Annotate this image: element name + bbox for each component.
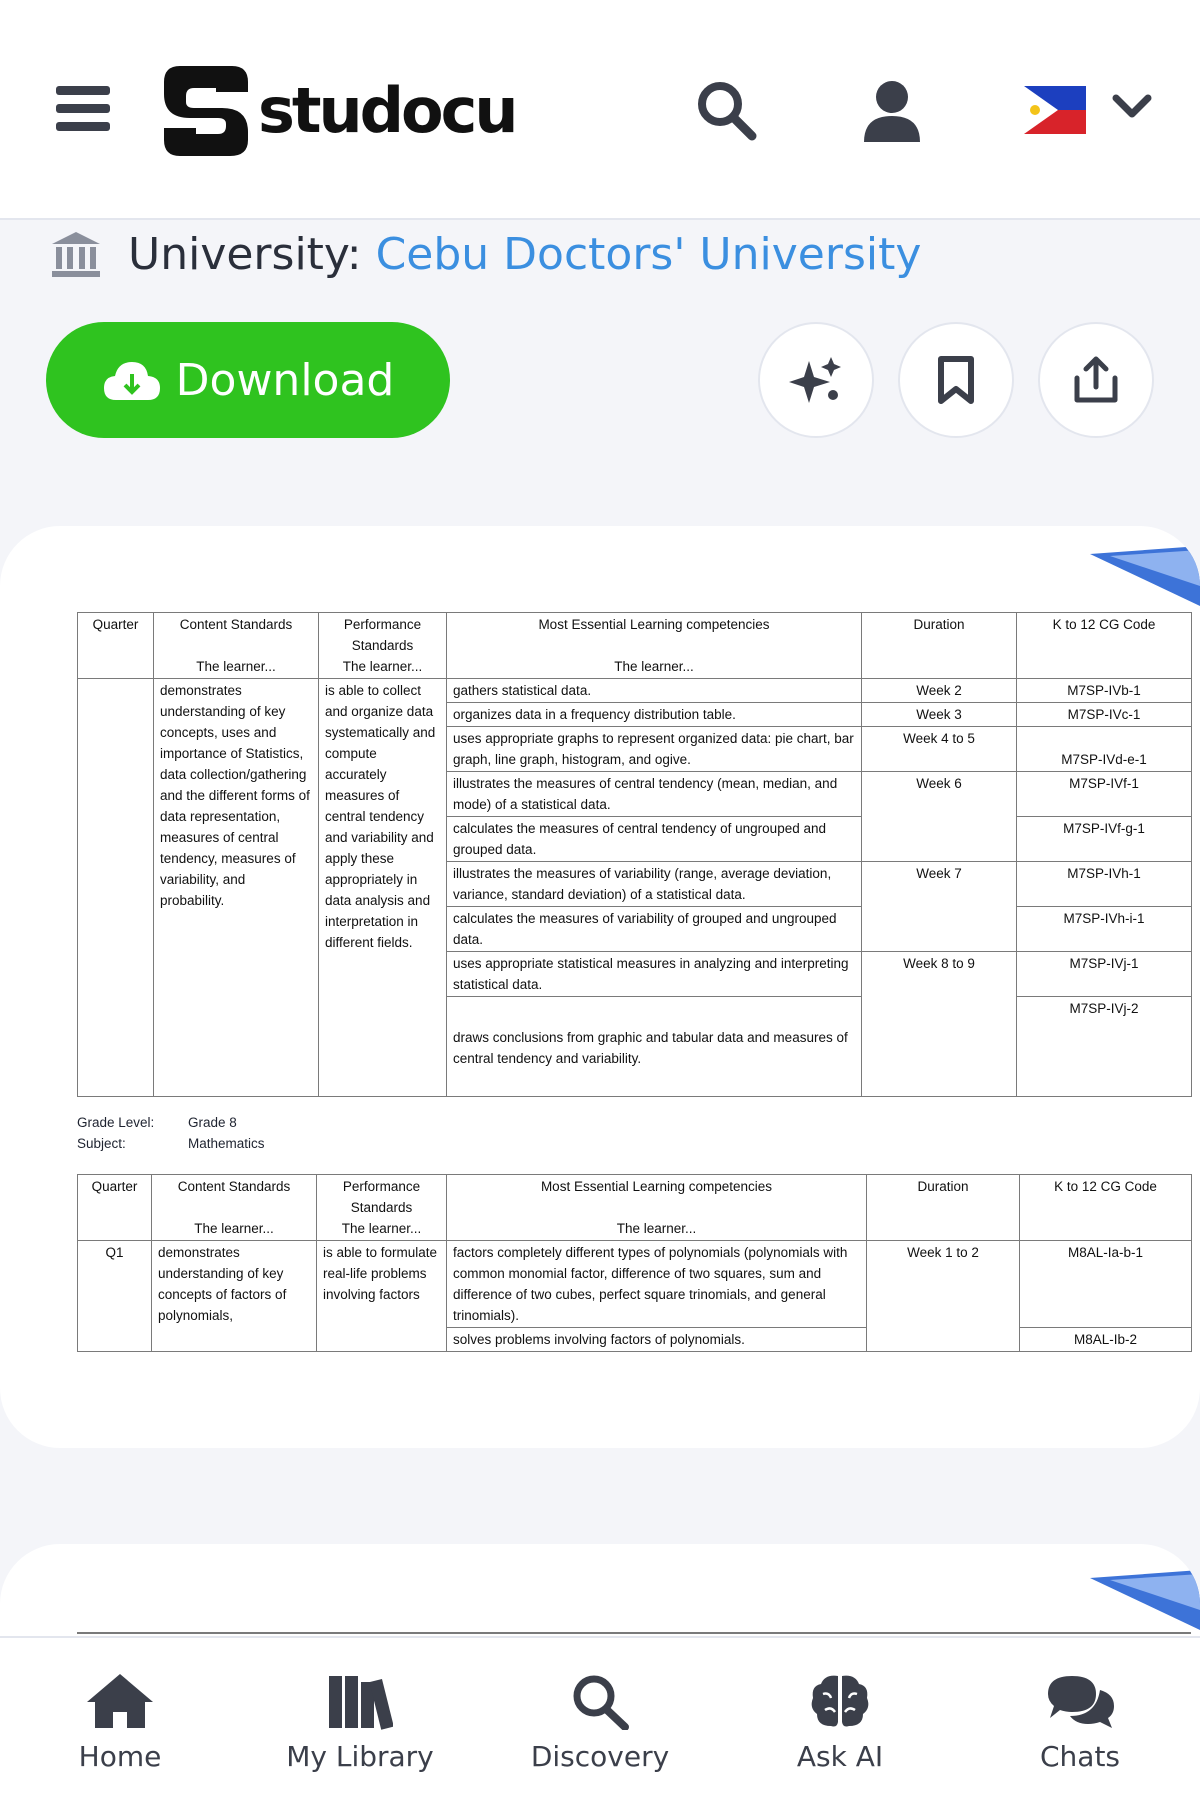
duration-cell: Week 1 to 2: [867, 1241, 1020, 1352]
header-competencies-sub: The learner...: [614, 659, 694, 674]
competency-cell: calculates the measures of central tendency of ungrouped and grouped data.: [447, 817, 862, 862]
nav-chats-label: Chats: [1039, 1740, 1121, 1773]
header-content-standards: [154, 613, 319, 679]
header-performance-label: Performance Standards: [342, 1179, 421, 1215]
nav-home[interactable]: [0, 1638, 240, 1811]
competency-cell: factors completely different types of polynomials (polynomials with common monomial factor, difference of two squares, sum and difference of two cubes, perfect square trinomials, and general trinomials).: [447, 1241, 867, 1328]
competency-cell: solves problems involving factors of polynomials.: [447, 1328, 867, 1352]
chevron-down-icon[interactable]: [1112, 92, 1152, 126]
quarter-cell: [78, 679, 154, 1097]
header-quarter: Quarter: [78, 613, 154, 679]
philippines-flag-icon[interactable]: [1024, 86, 1086, 134]
search-icon: [569, 1672, 631, 1730]
grade-level-value: Grade 8: [188, 1115, 237, 1130]
competency-cell: gathers statistical data.: [447, 679, 862, 703]
page-corner-decoration: [1080, 546, 1200, 606]
duration-cell: Week 6: [862, 772, 1017, 862]
header-performance-sub: The learner...: [341, 1221, 422, 1236]
header-competencies: [447, 1175, 867, 1241]
competency-table-grade8: [77, 1174, 1192, 1352]
chat-icon: [1044, 1672, 1116, 1730]
subject-value: Mathematics: [188, 1136, 265, 1151]
search-icon[interactable]: [694, 78, 758, 146]
header-duration: Duration: [862, 613, 1017, 679]
competency-cell: organizes data in a frequency distribution table.: [447, 703, 862, 727]
grade-subject-meta: [77, 1112, 265, 1154]
competency-cell: uses appropriate graphs to represent organized data: pie chart, bar graph, line graph, histogram, and ogive.: [447, 727, 862, 772]
header-performance-label: Performance Standards: [343, 617, 422, 653]
duration-cell: Week 7: [862, 862, 1017, 952]
code-cell: M7SP-IVh-1: [1017, 862, 1192, 907]
share-icon: [1072, 354, 1120, 406]
code-cell: M7SP-IVj-2: [1017, 997, 1192, 1097]
bottom-navigation: [0, 1636, 1200, 1811]
university-label: University:: [128, 228, 362, 280]
library-icon: [327, 1672, 393, 1730]
nav-my-library[interactable]: [240, 1638, 480, 1811]
code-cell: M8AL-Ib-2: [1020, 1328, 1192, 1352]
header-code: K to 12 CG Code: [1020, 1175, 1192, 1241]
header-content-sub: The learner...: [194, 1221, 274, 1236]
header-competencies-sub: The learner...: [616, 1221, 697, 1236]
header-competencies-label: Most Essential Learning competencies: [538, 617, 770, 632]
nav-chats[interactable]: [960, 1638, 1200, 1811]
studocu-logo-mark-icon: [160, 62, 252, 158]
header-content-label: Content Standards: [179, 617, 293, 632]
code-cell: M7SP-IVj-1: [1017, 952, 1192, 997]
nav-ask-ai[interactable]: [720, 1638, 960, 1811]
code-cell: M7SP-IVc-1: [1017, 703, 1192, 727]
menu-icon[interactable]: [56, 86, 110, 134]
header-performance-standards: [317, 1175, 447, 1241]
duration-cell: Week 8 to 9: [862, 952, 1017, 1097]
code-cell: M7SP-IVd-e-1: [1017, 727, 1192, 772]
competency-cell: calculates the measures of variability of grouped and ungrouped data.: [447, 907, 862, 952]
content-standard-cell: demonstrates understanding of key concepts of factors of polynomials,: [152, 1241, 317, 1352]
subject-label: Subject:: [77, 1136, 126, 1151]
competency-cell: illustrates the measures of central tendency (mean, median, and mode) of a statistical data.: [447, 772, 862, 817]
ai-sparkle-button[interactable]: [758, 322, 874, 438]
grade-level-label: Grade Level:: [77, 1115, 155, 1130]
code-cell: M7SP-IVb-1: [1017, 679, 1192, 703]
page-corner-decoration: [1080, 1570, 1200, 1630]
download-label: Download: [175, 354, 395, 406]
user-icon[interactable]: [862, 80, 922, 146]
nav-discovery-label: Discovery: [530, 1740, 670, 1773]
header-duration: Duration: [867, 1175, 1020, 1241]
share-button[interactable]: [1038, 322, 1154, 438]
header-content-sub: The learner...: [196, 659, 276, 674]
header-content-label: Content Standards: [177, 1179, 291, 1194]
nav-my-library-label: My Library: [286, 1740, 434, 1773]
header-competencies-label: Most Essential Learning competencies: [540, 1179, 773, 1194]
quarter-cell: Q1: [78, 1241, 152, 1352]
header-code: K to 12 CG Code: [1017, 613, 1192, 679]
header-quarter: Quarter: [78, 1175, 152, 1241]
home-icon: [85, 1672, 155, 1730]
download-button[interactable]: [46, 322, 450, 438]
nav-ask-ai-label: Ask AI: [796, 1740, 884, 1773]
code-cell: M7SP-IVf-1: [1017, 772, 1192, 817]
nav-discovery[interactable]: [480, 1638, 720, 1811]
bookmark-button[interactable]: [898, 322, 1014, 438]
header-performance-sub: The learner...: [342, 659, 423, 674]
competency-cell: illustrates the measures of variability (range, average deviation, variance, standard deviation) of a statistical data.: [447, 862, 862, 907]
header-content-standards: [152, 1175, 317, 1241]
code-cell: M7SP-IVh-i-1: [1017, 907, 1192, 952]
duration-cell: Week 3: [862, 703, 1017, 727]
nav-home-label: Home: [78, 1740, 162, 1773]
logo-text: studocu: [258, 73, 516, 147]
code-cell: M7SP-IVf-g-1: [1017, 817, 1192, 862]
table-top-border: [77, 1632, 1191, 1634]
content-standard-cell: demonstrates understanding of key concepts, uses and importance of Statistics, data collection/gathering and the different forms of data representation, measures of central tendency, measures of variability, and probability.: [154, 679, 319, 1097]
code-cell: M8AL-Ia-b-1: [1020, 1241, 1192, 1328]
competency-cell: draws conclusions from graphic and tabular data and measures of central tendency and variability.: [447, 997, 862, 1097]
duration-cell: Week 4 to 5: [862, 727, 1017, 772]
competency-cell: uses appropriate statistical measures in analyzing and interpreting statistical data.: [447, 952, 862, 997]
cloud-download-icon: [102, 358, 162, 402]
top-header: [0, 0, 1200, 220]
duration-cell: Week 2: [862, 679, 1017, 703]
bookmark-icon: [936, 355, 976, 405]
studocu-logo[interactable]: [160, 62, 516, 158]
header-competencies: [447, 613, 862, 679]
performance-standard-cell: is able to collect and organize data systematically and compute accurately measures of central tendency and variability and apply these appropriately in data analysis and interpretation in different fields.: [319, 679, 447, 1097]
competency-table-grade7: [77, 612, 1192, 1097]
performance-standard-cell: is able to formulate real-life problems involving factors: [317, 1241, 447, 1352]
university-row: [50, 224, 921, 284]
ai-sparkle-icon: [789, 355, 843, 405]
brain-icon: [809, 1672, 871, 1730]
header-performance-standards: [319, 613, 447, 679]
university-icon: [50, 230, 102, 278]
university-link[interactable]: Cebu Doctors' University: [375, 228, 922, 280]
